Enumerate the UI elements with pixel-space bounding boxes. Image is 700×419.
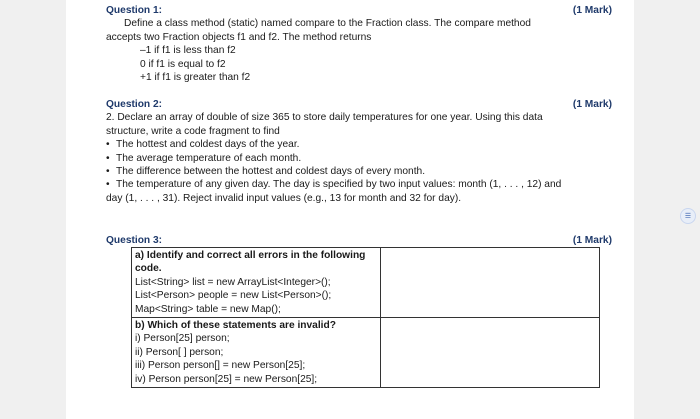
return-line: –1 if f1 is less than f2 — [140, 45, 236, 57]
question-3-title: Question 3: — [106, 235, 163, 246]
question-2 — [106, 98, 612, 205]
question-1 — [106, 4, 612, 84]
part-a-answer-cell[interactable] — [381, 248, 600, 318]
statement-line: iii) Person person[] = new Person[25]; — [135, 360, 306, 372]
table-row — [132, 318, 600, 388]
statement-line: i) Person[25] person; — [135, 333, 230, 345]
statement-line: ii) Person[ ] person; — [135, 346, 224, 358]
part-b-answer-cell[interactable] — [381, 318, 600, 388]
question-3-header — [106, 234, 612, 247]
table-row — [132, 248, 600, 318]
question-3-table — [131, 247, 600, 388]
question-1-marks: (1 Mark) — [572, 5, 612, 16]
bullet-item: • The temperature of any given day. The day is specified by two input values: month (1, . . . , 12) and — [106, 179, 562, 191]
question-2-last-line: day (1, . . . , 31). Reject invalid input values (e.g., 13 for month and 32 for day). — [106, 192, 462, 204]
part-a-cell — [132, 248, 381, 318]
question-1-text-2: accepts two Fraction objects f1 and f2. The method returns — [106, 31, 372, 43]
part-b-cell — [132, 318, 381, 388]
statement-line: iv) Person person[25] = new Person[25]; — [135, 373, 318, 385]
reader-icon[interactable]: ☰ — [680, 208, 696, 224]
bullet-item: • The difference between the hottest and coldest days of every month. — [106, 166, 426, 178]
question-1-text: Define a class method (static) named compare to the Fraction class. The compare method — [124, 18, 531, 30]
return-line: +1 if f1 is greater than f2 — [140, 72, 251, 84]
part-b-heading: b) Which of these statements are invalid? — [135, 320, 336, 332]
question-2-marks: (1 Mark) — [572, 99, 612, 110]
return-line: 0 if f1 is equal to f2 — [140, 58, 226, 70]
part-a-heading: a) Identify and correct all errors in the following — [135, 250, 366, 261]
bullet-item: • The average temperature of each month. — [106, 152, 302, 164]
question-3-marks: (1 Mark) — [572, 235, 612, 246]
code-line: List<Person> people = new List<Person>(); — [135, 290, 332, 302]
code-line: List<String> list = new ArrayList<Integer>(); — [135, 276, 331, 288]
part-a-heading-2: code. — [135, 263, 162, 275]
question-2-title: Question 2: — [106, 99, 163, 110]
code-line: Map<String> table = new Map(); — [135, 303, 281, 315]
question-2-line-2: structure, write a code fragment to find — [106, 125, 280, 137]
question-2-line-1: 2. Declare an array of double of size 365 to store daily temperatures for one year. Using this data — [106, 112, 543, 124]
bullet-item: • The hottest and coldest days of the year. — [106, 139, 300, 151]
question-1-title: Question 1: — [106, 5, 163, 16]
